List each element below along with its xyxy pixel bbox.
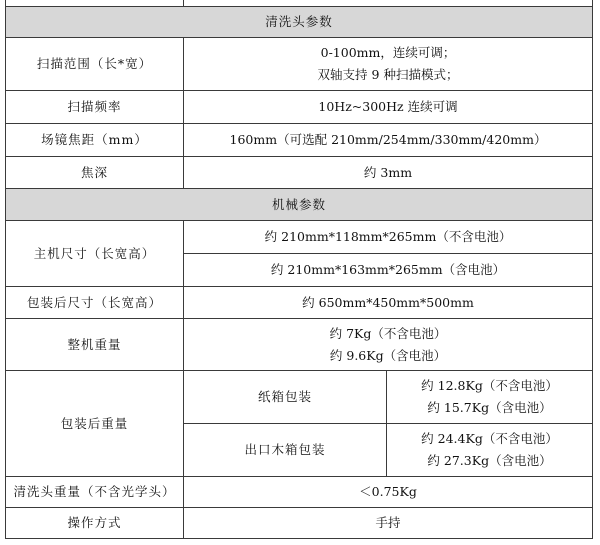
wooden-box-package-value <box>387 424 593 477</box>
row-scan-range <box>6 38 593 91</box>
section-header-mechanical: 机械参数 <box>6 189 593 221</box>
packed-size-value: 约 650mm*450mm*500mm <box>184 287 593 319</box>
row-operation <box>6 508 593 539</box>
head-weight-value: ＜0.75Kg <box>184 477 593 508</box>
unit-weight-value-line: 约 9.6Kg（含电池） <box>329 347 447 363</box>
scan-frequency-value: 10Hz~300Hz 连续可调 <box>184 91 593 124</box>
row-unit-weight <box>6 319 593 371</box>
section-header-cleaning-head: 清洗头参数 <box>6 7 593 38</box>
carton-package-value <box>387 371 593 424</box>
unit-weight-label: 整机重量 <box>6 319 184 371</box>
operation-label: 操作方式 <box>6 508 184 539</box>
carton-package-value-line: 约 12.8Kg（不含电池） <box>421 378 558 394</box>
wooden-box-package-value-line: 约 27.3Kg（含电池） <box>427 453 552 468</box>
row-field-focal-length <box>6 124 593 157</box>
wooden-box-package-value-line: 约 24.4Kg（不含电池） <box>421 431 558 447</box>
spec-table <box>5 0 593 539</box>
packed-size-label: 包装后尺寸（长宽高） <box>6 287 184 319</box>
section-row-mechanical <box>6 189 593 221</box>
row-main-unit-size <box>6 221 593 254</box>
section-row-cleaning-head <box>6 7 593 38</box>
row-packed-size <box>6 287 593 319</box>
field-focal-length-label: 场镜焦距（mm） <box>6 124 184 157</box>
scan-range-value-line: 双轴支持 9 种扫描模式； <box>317 67 459 82</box>
carton-package-label: 纸箱包装 <box>184 371 387 424</box>
unit-weight-value <box>184 319 593 371</box>
row-head-weight <box>6 477 593 508</box>
head-weight-label: 清洗头重量（不含光学头） <box>6 477 184 508</box>
main-unit-size-value: 约 210mm*163mm*265mm（含电池） <box>184 254 593 287</box>
unit-weight-value-line: 约 7Kg（不含电池） <box>329 325 447 341</box>
scan-range-value-line: 0-100mm，连续可调； <box>320 45 456 61</box>
row-packed-weight-carton <box>6 371 593 424</box>
scan-frequency-label: 扫描频率 <box>6 91 184 124</box>
main-unit-size-value: 约 210mm*118mm*265mm（不含电池） <box>184 221 593 254</box>
row-scan-frequency <box>6 91 593 124</box>
packed-weight-label: 包装后重量 <box>6 371 184 477</box>
main-unit-size-label: 主机尺寸（长宽高） <box>6 221 184 287</box>
scan-range-label: 扫描范围（长*宽） <box>6 38 184 91</box>
operation-value: 手持 <box>184 508 593 539</box>
focal-depth-label: 焦深 <box>6 157 184 189</box>
field-focal-length-value: 160mm（可选配 210mm/254mm/330mm/420mm） <box>184 124 593 157</box>
carton-package-value-line: 约 15.7Kg（含电池） <box>427 400 552 415</box>
row-focal-depth <box>6 157 593 189</box>
wooden-box-package-label: 出口木箱包装 <box>184 424 387 477</box>
focal-depth-value: 约 3mm <box>184 157 593 189</box>
scan-range-value <box>184 38 593 91</box>
